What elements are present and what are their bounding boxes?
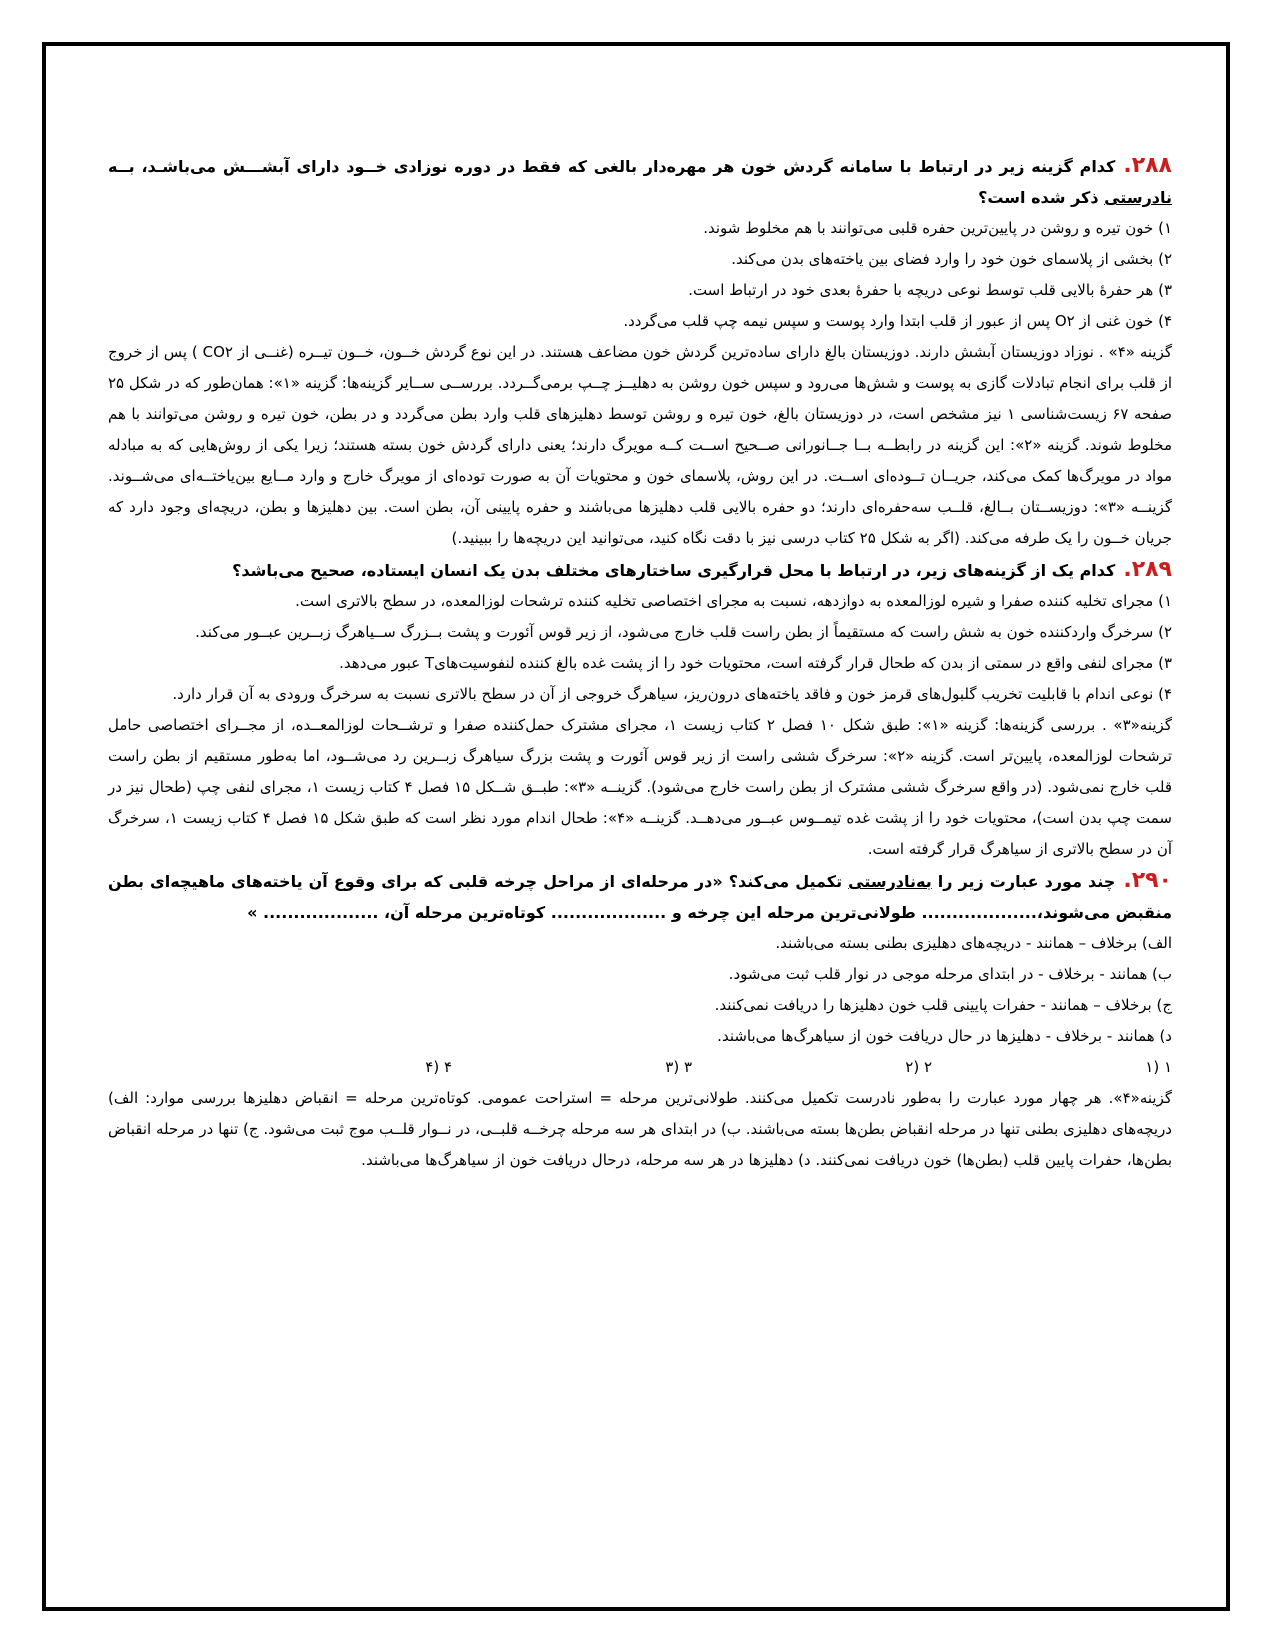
option-2: ۲) بخشی از پلاسمای خون خود را وارد فضای بین یاخته‌های بدن می‌کند. (731, 250, 1172, 268)
option-4: ۴) نوعی اندام با قابلیت تخریب گلبول‌های قرمز خون و فاقد یاخته‌های درون‌ریز، سیاهرگ خروجی از آن در سطح بالاتری نسبت به سرخرگ ورودی به آن قرار دارد. (172, 685, 1172, 703)
choice-4: ۴ (۴ (425, 1058, 452, 1076)
choice-2: ۲ (۲ (905, 1058, 932, 1076)
question-288 (108, 150, 1172, 213)
item-c: ج) برخلاف – همانند - حفرات پایینی قلب خون دهلیزها را دریافت نمی‌کنند. (714, 996, 1172, 1014)
question-number: ۲۹۰. (1123, 868, 1172, 893)
question-text: کدام گزینه زیر در ارتباط با سامانه گردش خون هر مهره‌دار بالغی که فقط در دوره نوزادی خــود دارای آبشـــش می‌باشـد، بــه (108, 157, 1116, 176)
answer-choices (108, 1052, 1172, 1083)
option-3: ۳) مجرای لنفی واقع در سمتی از بدن که طحال قرار گرفته است، محتویات خود را از پشت غده بالغ کننده لنفوسیت‌هایT عبور می‌دهد. (339, 654, 1172, 672)
option-1: ۱) خون تیره و روشن در پایین‌ترین حفره قلبی می‌توانند با هم مخلوط شوند. (703, 219, 1172, 237)
answer-explanation: گزینه«۳» . بررسی گزینه‌ها: گزینه «۱»: طبق شکل ۱۰ فصل ۲ کتاب زیست ۱، مجرای مشترک حمل‌کننده صفرا و ترشــحات لوزالمعــده، از مجــرای اختصاصی حامل ترشحات لوزالمعده، پایین‌تر است. گزینه «۲»: سرخرگ ششی راست از زیر قوس آئورت و پشت بزرگ سیاهرگ زبــرین رد می‌شــود، اما به‌طور مستقیم از بطن راست قلب خارج نمی‌شود. (در واقع سرخرگ ششی مشترک از بطن راست خارج می‌شود). گزینــه «۳»: طبــق شــکل ۱۵ فصل ۴ کتاب زیست ۱، مجرای لنفی چپ (طحال نیز در سمت چپ بدن است)، محتویات خود را از پشت غده تیمــوس عبــور می‌دهــد. گزینــه «۴»: طحال اندام مورد نظر است که طبق شکل ۱۵ فصل ۴ کتاب زیست ۱، سرخرگ آن در سطح بالاتری از سیاهرگ قرار گرفته است. (108, 716, 1172, 858)
choice-1: ۱ (۱ (1145, 1058, 1172, 1076)
question-text-end: تکمیل می‌کند؟ «در مرحله‌ای از مراحل چرخه قلبی که برای وقوع آن یاخته‌های ماهیچه‌ای بطن منقبض می‌شوند،................... طولانی‌ترین مرحله این چرخه و ................... کوتاه‌ترین مرحله آن، ................... » (108, 872, 1172, 922)
answer-explanation: گزینه«۴». هر چهار مورد عبارت را به‌طور نادرست تکمیل می‌کنند. طولانی‌ترین مرحله = استراحت عمومی. کوتاه‌ترین مرحله = انقباض دهلیزها بررسی موارد: الف) دریچه‌های دهلیزی بطنی تنها در مرحله انقباض بطن‌ها بسته می‌باشند. ب) در ابتدای هر سه مرحله چرخــه قلبــی، در نــوار قلــب موج ثبت می‌شود. ج) تنها در مرحله انقباض بطن‌ها، حفرات پایین قلب (بطن‌ها) خون دریافت نمی‌کنند. د) دهلیزها در هر سه مرحله، درحال دریافت خون از سیاهرگ‌ها می‌باشند. (108, 1089, 1172, 1169)
choice-3: ۳ (۳ (665, 1058, 692, 1076)
document-content (108, 150, 1172, 1176)
option-4: ۴) خون غنی از O۲ پس از عبور از قلب ابتدا وارد پوست و سپس نیمه چپ قلب می‌گردد. (623, 312, 1172, 330)
answer-explanation: گزینه «۴» . نوزاد دوزیستان آبشش دارند. دوزیستان بالغ دارای ساده‌ترین گردش خون مضاعف هستند. در این نوع گردش خــون، خــون تیــره (غنــی از CO۲ ) پس از خروج از قلب برای انجام تبادلات گازی به پوست و شش‌ها می‌رود و سپس خون روشن به دهلیــز چــپ برمی‌گــردد. بررســی ســایر گزینه‌ها: گزینه «۱»: همان‌طور که در شکل ۲۵ صفحه ۶۷ زیست‌شناسی ۱ نیز مشخص است، در دوزیستان بالغ، خون تیره و روشن توسط دهلیزهای قلب وارد بطن می‌گردد و در بطن، خون تیره و روشن می‌توانند با هم مخلوط شوند. گزینه «۲»: این گزینه در رابطــه بــا جــانورانی صــحیح اســت کــه مویرگ دارند؛ یعنی دارای گردش خون بسته هستند؛ زیرا یکی از روش‌هایی که به مبادله مواد در مویرگ‌ها کمک می‌کند، جریــان تــوده‌ای اســت. در این روش، پلاسمای خون و محتویات آن به صورت توده‌ای از مویرگ خارج و وارد مــایع بین‌یاختــه‌ای می‌شــوند. گزینــه «۳»: دوزیســتان بــالغ، قلــب سه‌حفره‌ای دارند؛ دو حفره بالایی قلب دهلیزها می‌باشند و حفره پایینی آن، بطن است. بین دهلیزها و بطن، دریچه‌ای وجود دارد که جریان خــون را یک طرفه می‌کند. (اگر به شکل ۲۵ کتاب درسی نیز با دقت نگاه کنید، می‌توانید این دریچه‌ها را ببینید.) (108, 343, 1173, 547)
option-2: ۲) سرخرگ واردکننده خون به شش راست که مستقیماً از بطن راست قلب خارج می‌شود، از زیر قوس آئورت و پشت بــزرگ ســیاهرگ زبــرین عبــور می‌کند. (195, 623, 1172, 641)
question-number: ۲۸۹. (1123, 557, 1172, 582)
underlined-word: نادرستی (1104, 188, 1172, 207)
question-number: ۲۸۸. (1123, 153, 1172, 178)
item-a: الف) برخلاف – همانند - دریچه‌های دهلیزی بطنی بسته می‌باشند. (775, 934, 1172, 952)
option-1: ۱) مجرای تخلیه کننده صفرا و شیره لوزالمعده به دوازدهه، نسبت به مجرای اختصاصی تخلیه کننده ترشحات لوزالمعده، در سطح بالاتری است. (295, 592, 1172, 610)
item-d: د) همانند - برخلاف - دهلیزها در حال دریافت خون از سیاهرگ‌ها می‌باشند. (717, 1027, 1172, 1045)
question-text-end: ذکر شده است؟ (978, 188, 1105, 207)
option-3: ۳) هر حفرهٔ بالایی قلب توسط نوعی دریچه با حفرهٔ بعدی خود در ارتباط است. (688, 281, 1172, 299)
question-text: چند مورد عبارت زیر را (931, 872, 1116, 891)
item-b: ب) همانند - برخلاف - در ابتدای مرحله موجی در نوار قلب ثبت می‌شود. (728, 965, 1172, 983)
question-290 (108, 865, 1172, 928)
question-289 (108, 554, 1172, 586)
question-text: کدام یک از گزینه‌های زیر، در ارتباط با محل قرارگیری ساختارهای مختلف بدن یک انسان ایستاده، صحیح می‌باشد؟ (232, 561, 1116, 580)
underlined-word: به‌نادرستی (848, 872, 932, 891)
